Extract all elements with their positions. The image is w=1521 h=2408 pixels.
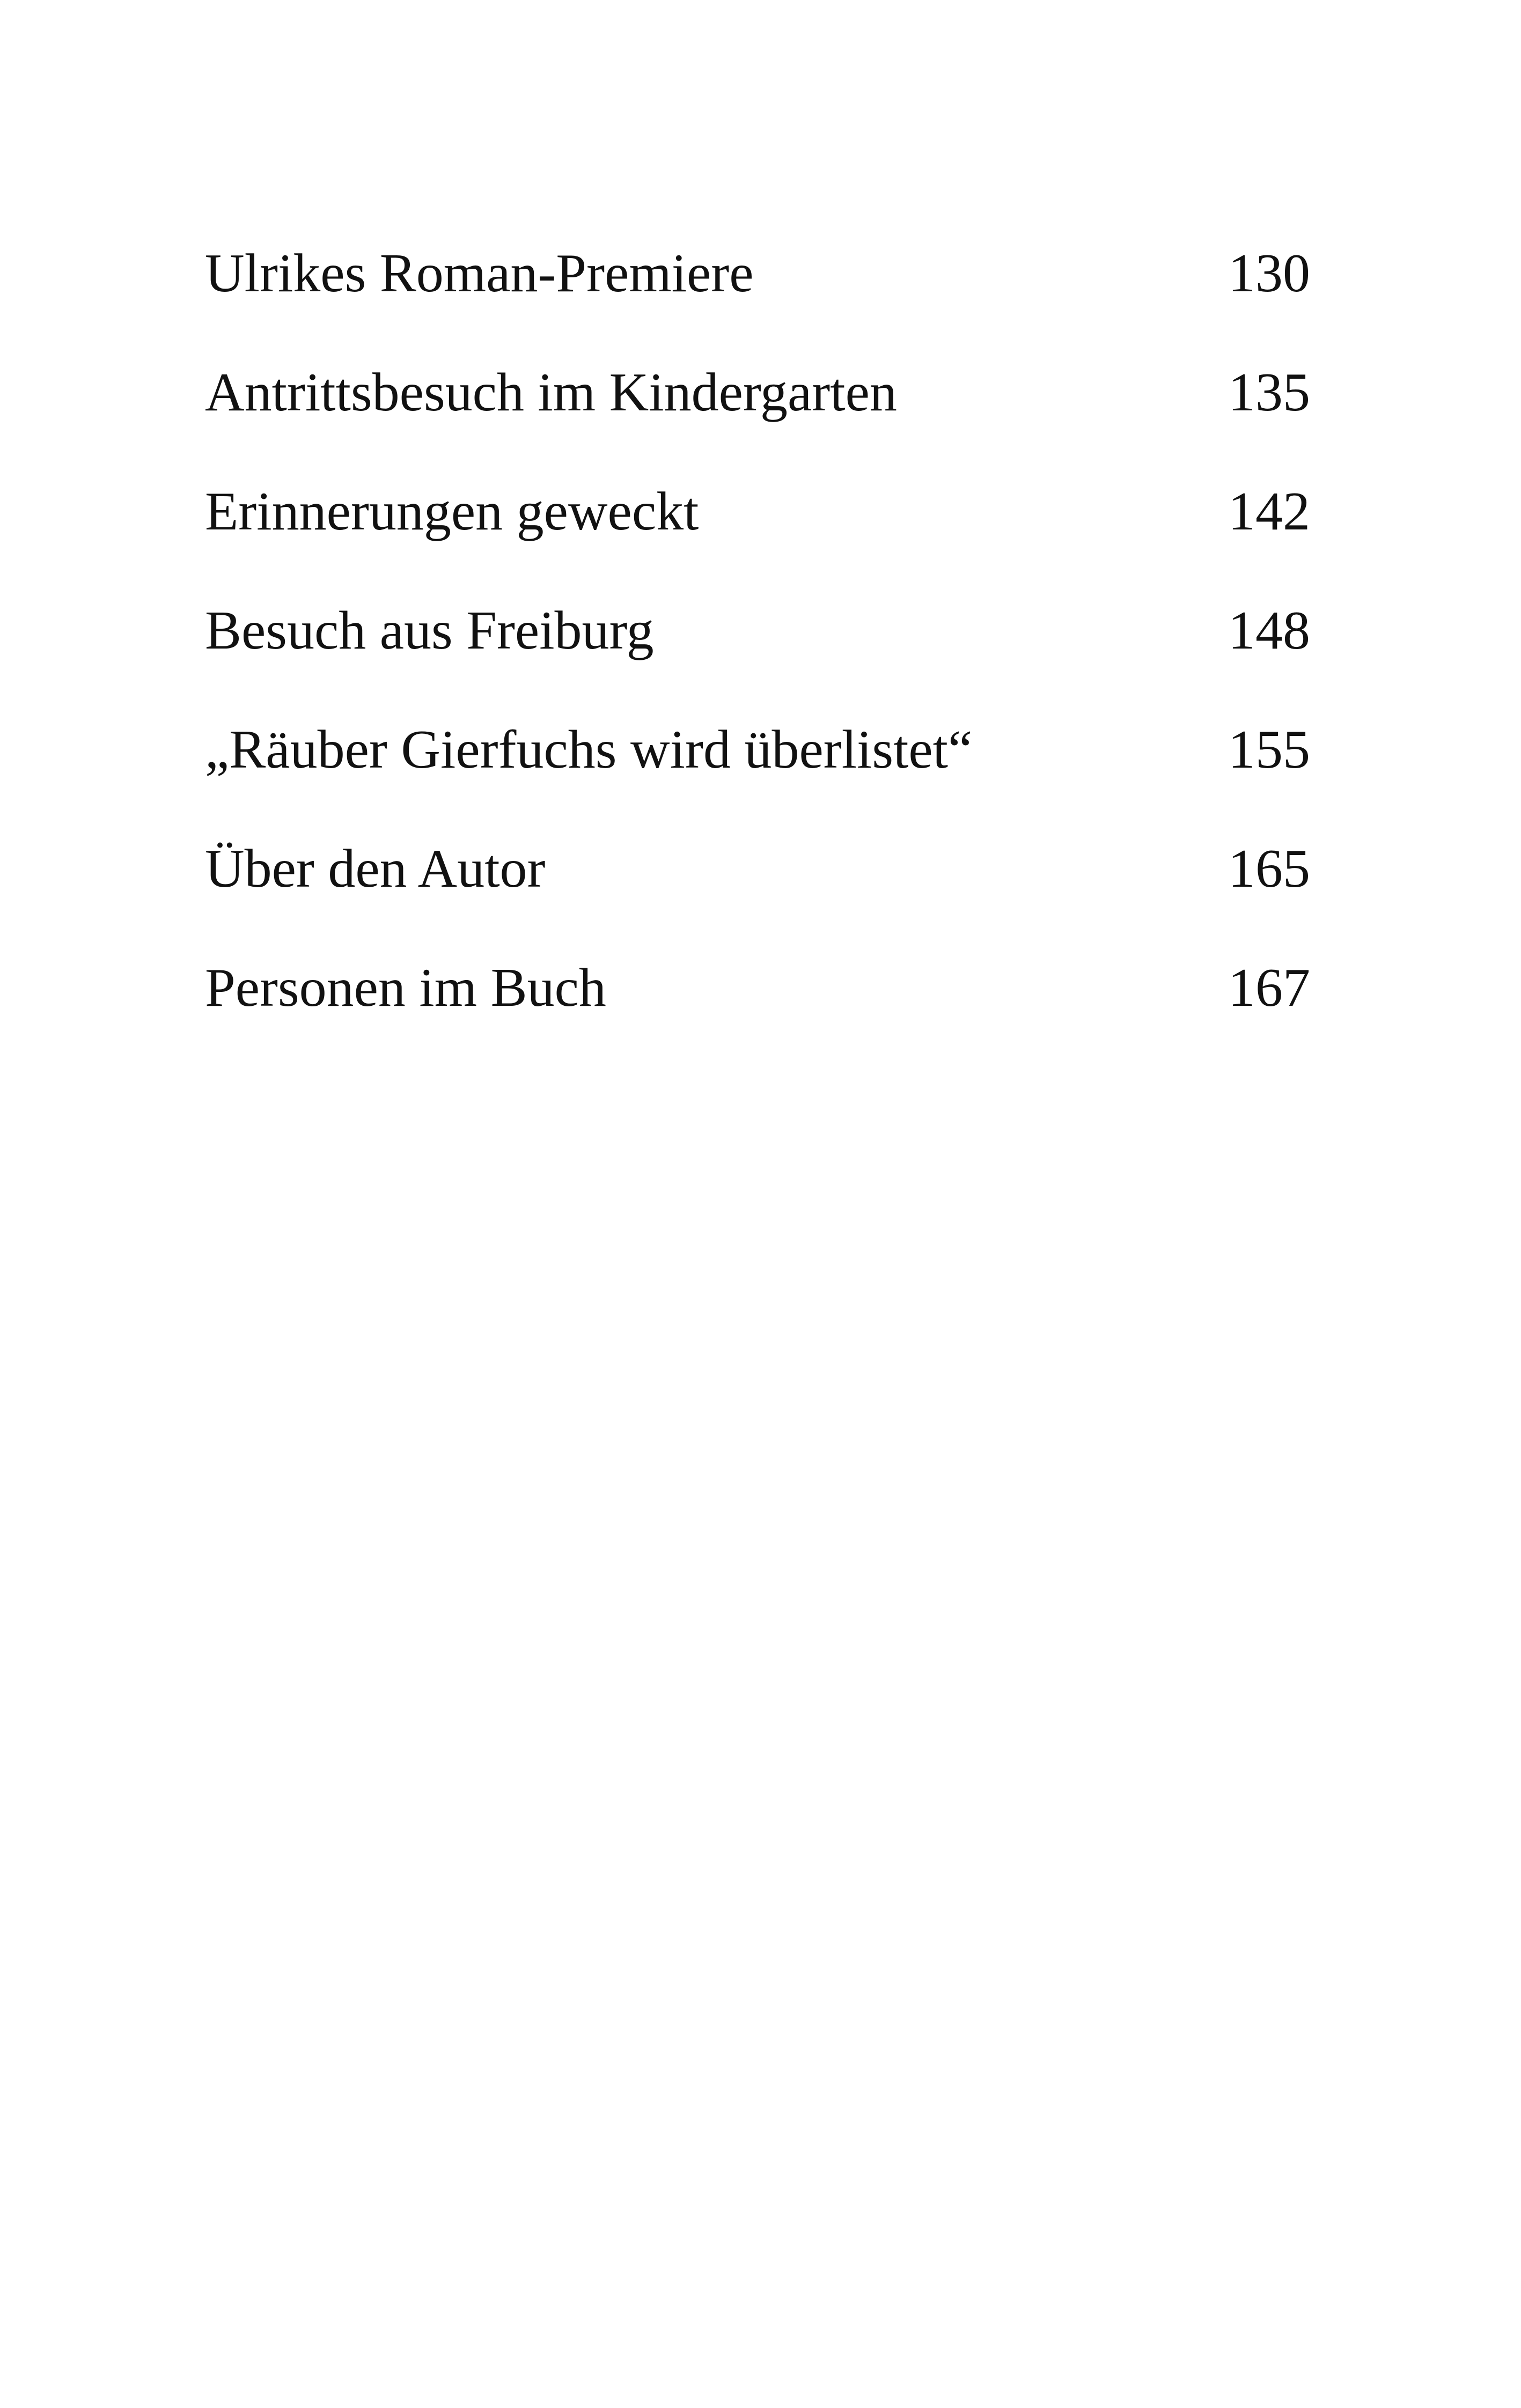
toc-entry-page-number: 148 <box>1228 600 1310 661</box>
toc-entry <box>205 355 1310 474</box>
toc-entry <box>205 831 1310 951</box>
toc-entry-title: Besuch aus Freiburg <box>205 600 654 661</box>
toc-entry-page-number: 167 <box>1228 958 1310 1018</box>
toc-entry-title: Antrittsbesuch im Kindergarten <box>205 362 897 423</box>
toc-entry <box>205 236 1310 355</box>
toc-entry-title: Personen im Buch <box>205 958 606 1018</box>
toc-entry-page-number: 165 <box>1228 838 1310 899</box>
toc-entry <box>205 593 1310 712</box>
toc-entry-title: „Räuber Gierfuchs wird überlistet“ <box>205 719 973 780</box>
toc-entry-page-number: 142 <box>1228 481 1310 542</box>
toc-entry-page-number: 130 <box>1228 243 1310 304</box>
toc-entry-title: Über den Autor <box>205 838 546 899</box>
toc-entry <box>205 712 1310 831</box>
toc-entry-title: Ulrikes Roman-Premiere <box>205 243 754 304</box>
toc-entry-page-number: 155 <box>1228 719 1310 780</box>
toc-entry <box>205 474 1310 593</box>
table-of-contents <box>205 236 1310 1070</box>
toc-entry <box>205 951 1310 1070</box>
toc-entry-page-number: 135 <box>1228 362 1310 423</box>
toc-entry-title: Erinnerungen geweckt <box>205 481 699 542</box>
